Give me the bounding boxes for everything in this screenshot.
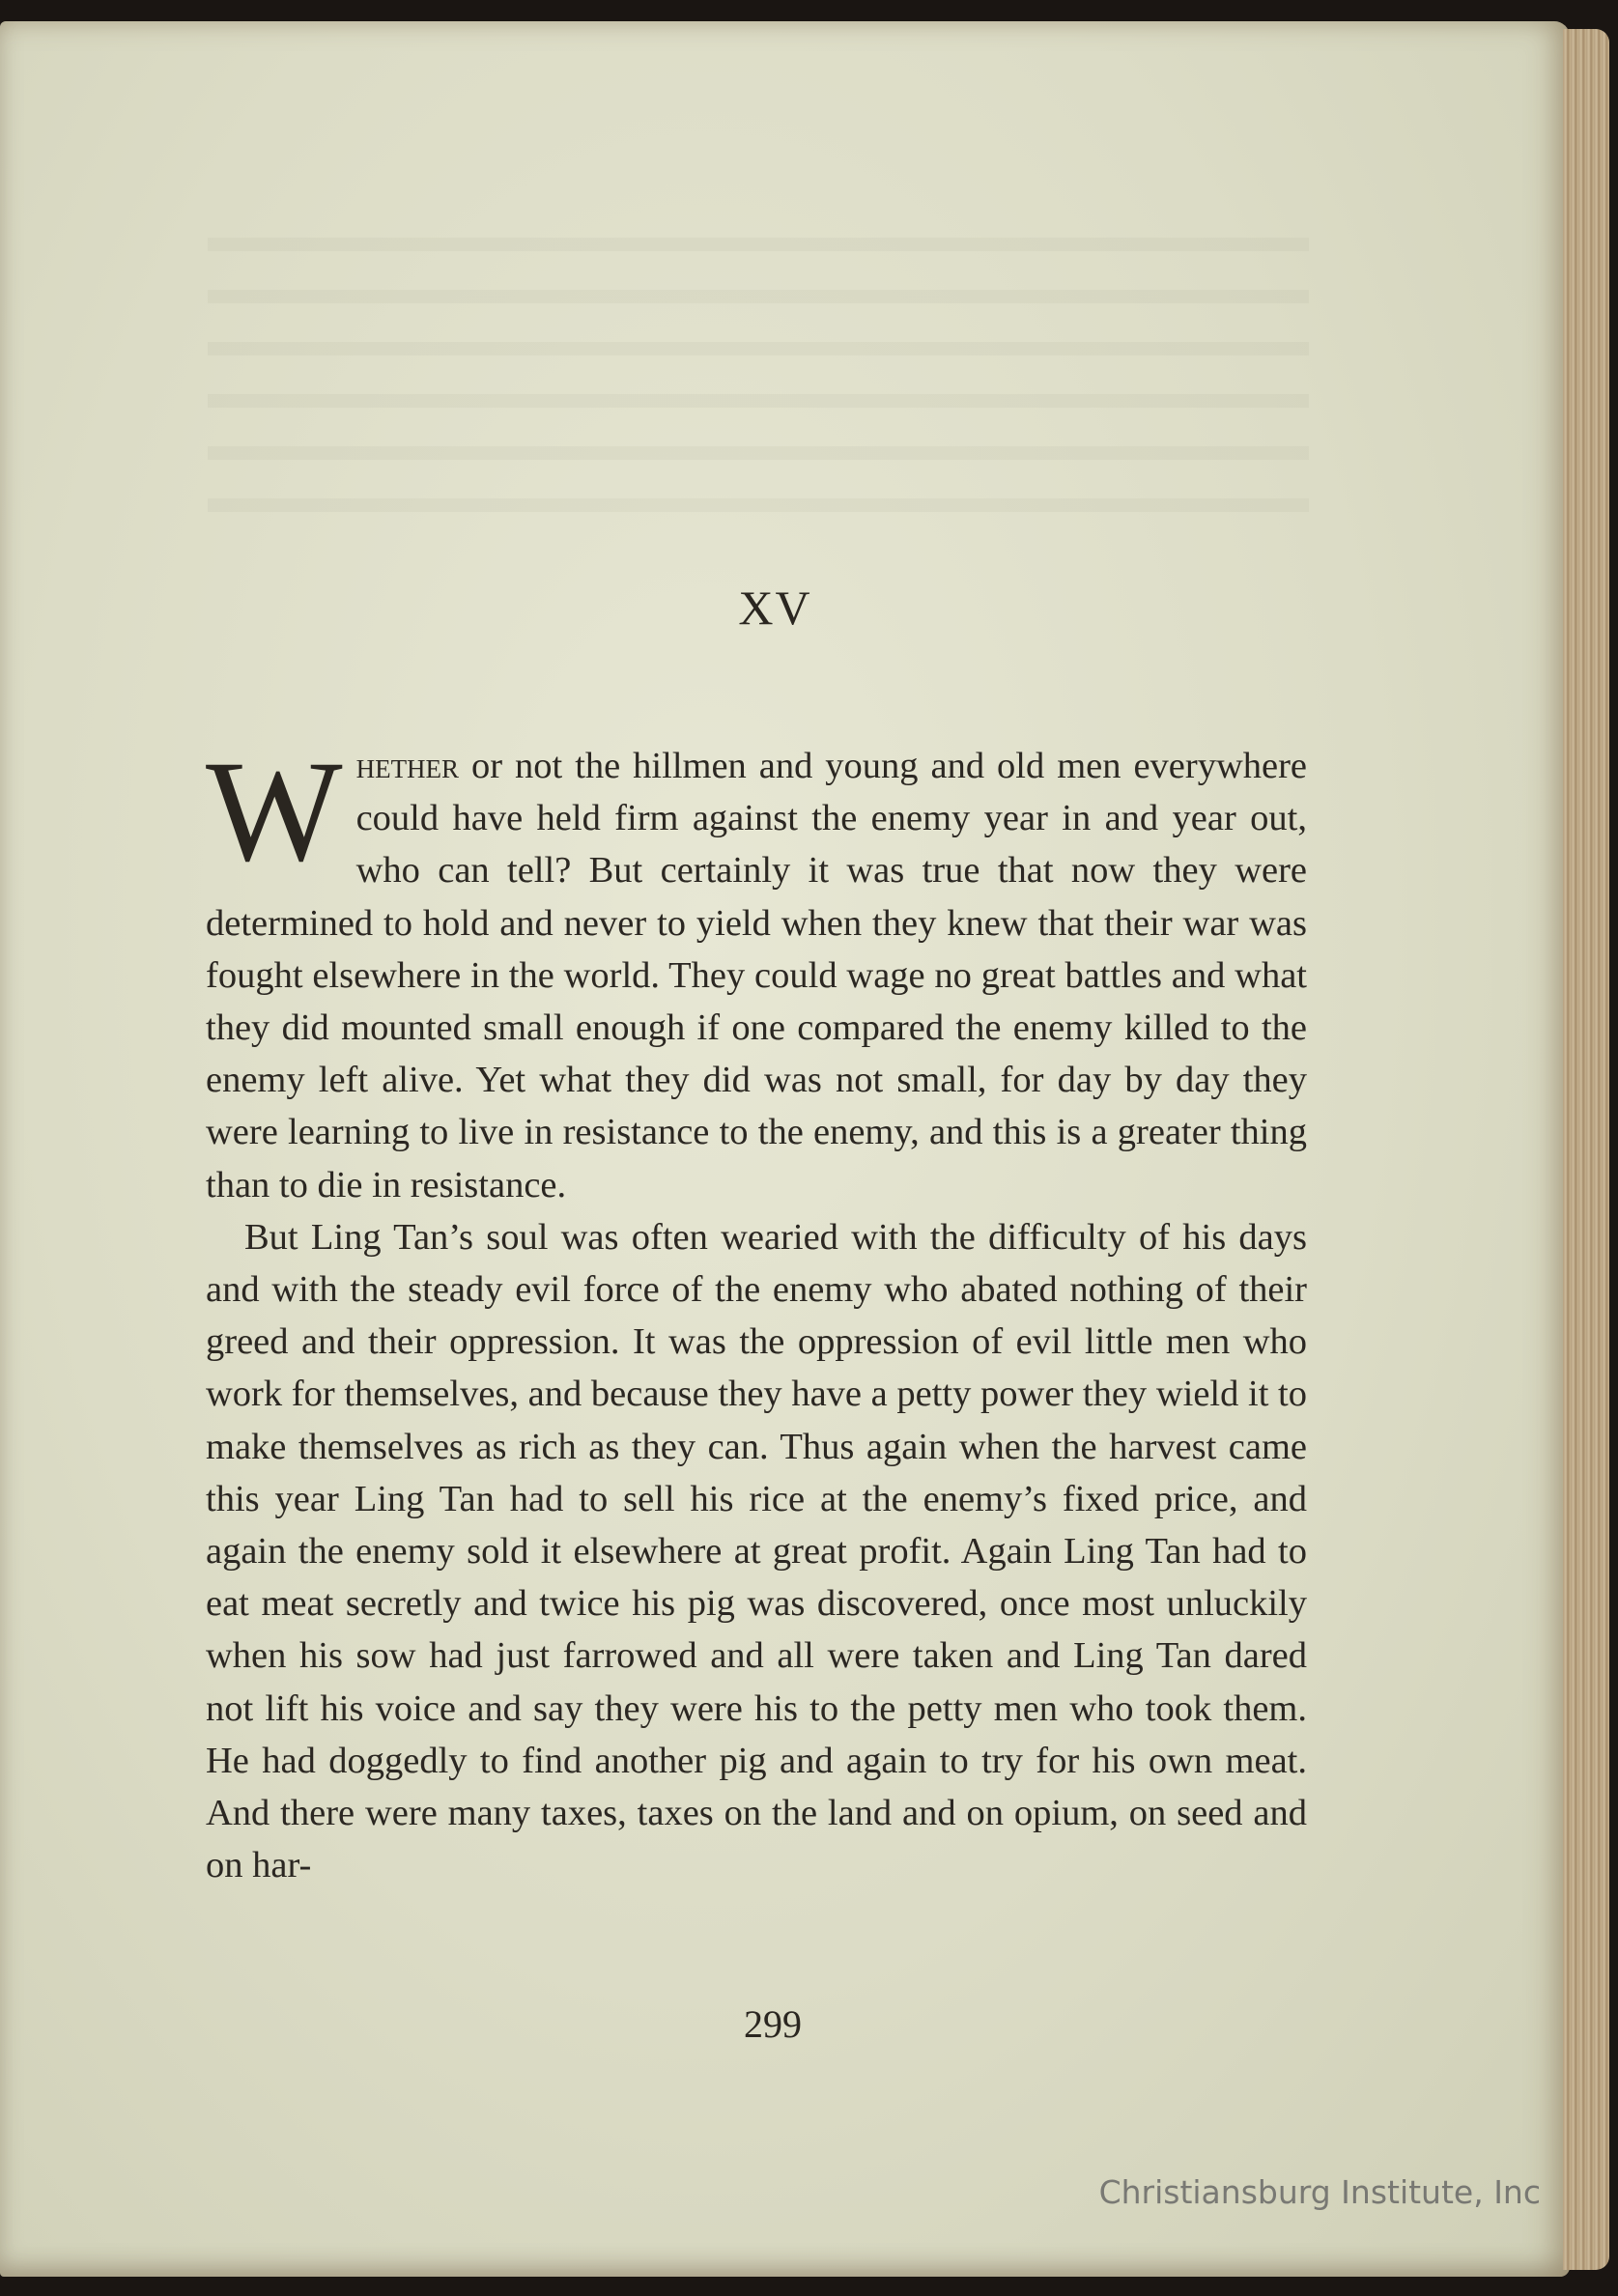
paragraph-1 [206, 731, 1307, 1211]
opening-small-caps: hether [355, 746, 460, 786]
watermark: Christiansburg Institute, Inc [1098, 2173, 1541, 2211]
page-number: 299 [744, 2002, 802, 2046]
drop-cap: W [206, 731, 343, 892]
bleed-through-text [208, 203, 1309, 522]
body-text [206, 731, 1307, 1891]
paragraph-2: But Ling Tan’s soul was often wearied with the difficulty of his days and with the steady evil force of the enemy who abated nothing of their greed and their oppression. It was the oppression of evil little men who work for themselves, and because they have a petty power they wield it to make themselves as rich as they can. Thus again when the harvest came this year Ling Tan had to sell his rice at the enemy’s fixed price, and again the enemy sold it elsewhere at great profit. Again Ling Tan had to eat meat secretly and twice his pig was discovered, once most unluckily when his sow had just farrowed and all were taken and Ling Tan dared not lift his voice and say they were his to the petty men who took them. He had doggedly to find another pig and again to try for his own meat. And there were many taxes, taxes on the land and on opium, on seed and on har- [206, 1216, 1307, 1886]
page-edges [1563, 29, 1609, 2270]
paragraph-1-text: or not the hillmen and young and old men everywhere could have held firm against the enemy year in and year out, who can tell? But certainly it was true that now they were determined to hold and never to yield when they knew that their war was fought elsewhere in the world. They could wage no great battles and what they did mounted small enough if one compared the enemy killed to the enemy left alive. Yet what they did was not small, for day by day they were learning to live in resistance to the enemy, and this is a greater thing than to die in resistance. [206, 746, 1307, 1205]
chapter-heading: XV [738, 581, 812, 635]
